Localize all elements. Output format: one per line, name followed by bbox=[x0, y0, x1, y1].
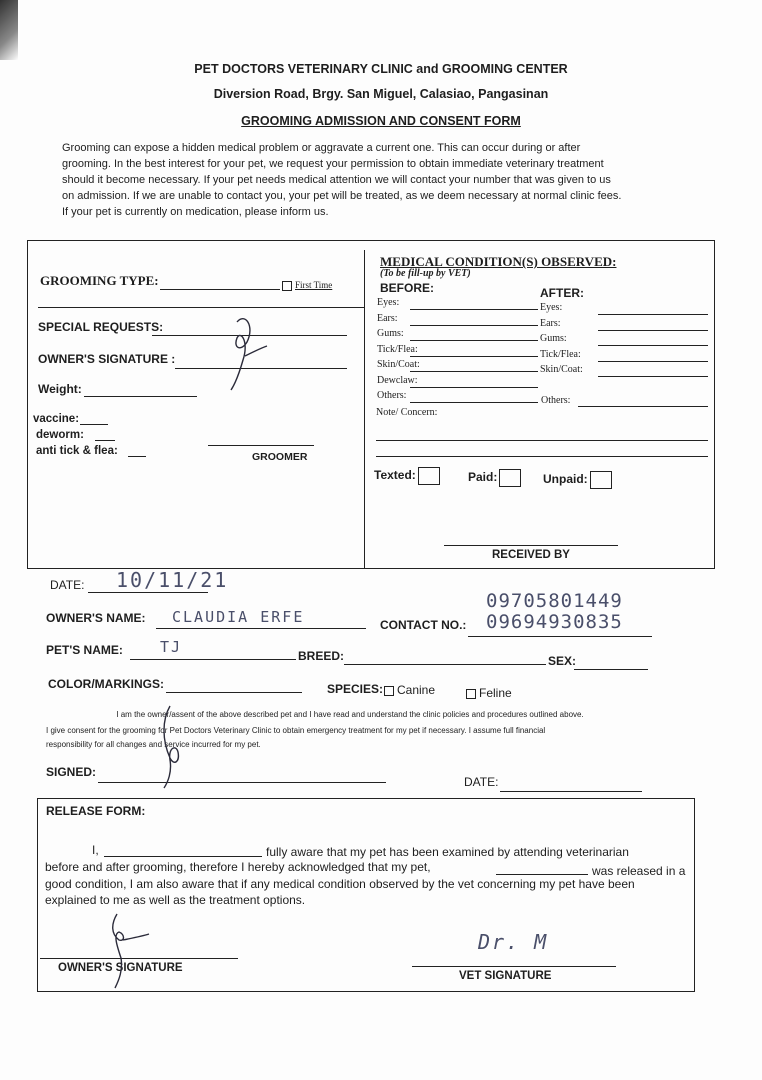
clinic-name: PET DOCTORS VETERINARY CLINIC and GROOMING CENTER bbox=[194, 62, 568, 76]
intro-line: on admission. If we are unable to contact you, your pet will be treated, as we deem necessary at normal clinic fees. bbox=[62, 190, 622, 202]
owner-signature-scribble bbox=[215, 312, 275, 392]
signed-field[interactable] bbox=[98, 782, 386, 783]
after-heading: AFTER: bbox=[540, 286, 584, 300]
paid-label: Paid: bbox=[468, 470, 498, 485]
contact-label: CONTACT NO.: bbox=[380, 618, 467, 632]
unpaid-label: Unpaid: bbox=[543, 472, 588, 487]
contact-field[interactable] bbox=[468, 636, 652, 637]
breed-label: BREED: bbox=[298, 649, 345, 663]
release-line-2b: was released in a bbox=[592, 864, 686, 878]
before-item-label: Tick/Flea: bbox=[377, 343, 418, 355]
deworm-field[interactable] bbox=[95, 440, 115, 441]
grooming-type-extra-line[interactable] bbox=[38, 307, 364, 308]
consent-signature-scribble bbox=[150, 700, 200, 790]
intro-line: If your pet is currently on medication, please inform us. bbox=[62, 206, 329, 218]
species-feline-option[interactable] bbox=[466, 686, 512, 700]
date-label: DATE: bbox=[50, 578, 85, 592]
groomer-label: GROOMER bbox=[252, 451, 308, 463]
before-item-label: Eyes: bbox=[377, 297, 400, 308]
after-item-label: Eyes: bbox=[540, 302, 563, 313]
clinic-address: Diversion Road, Brgy. San Miguel, Calasiao, Pangasinan bbox=[213, 87, 549, 101]
canine-checkbox[interactable] bbox=[384, 686, 394, 696]
note-line-1[interactable] bbox=[376, 440, 708, 441]
intro-line: should it become necessary. If your pet needs medical attention we will contact your number that was given to us bbox=[62, 174, 611, 186]
column-divider bbox=[364, 250, 365, 568]
contact-value-2: 09694930835 bbox=[486, 611, 623, 633]
vaccine-label: vaccine: bbox=[33, 413, 80, 425]
note-label: Note/ Concern: bbox=[376, 407, 438, 418]
paid-checkbox[interactable] bbox=[499, 469, 521, 487]
pet-name-field[interactable] bbox=[130, 659, 296, 660]
before-item-field[interactable] bbox=[410, 371, 538, 372]
breed-field[interactable] bbox=[344, 664, 546, 665]
before-heading: BEFORE: bbox=[380, 281, 434, 295]
groomer-signature-line[interactable] bbox=[208, 445, 314, 446]
anti-tick-field[interactable] bbox=[128, 456, 146, 457]
anti-tick-label: anti tick & flea: bbox=[36, 445, 118, 457]
before-item-label: Gums: bbox=[377, 328, 404, 339]
first-time-label: First Time bbox=[295, 280, 333, 290]
before-item-label: Skin/Coat: bbox=[377, 359, 420, 370]
intro-paragraph bbox=[62, 140, 672, 220]
vet-signature-line[interactable] bbox=[412, 966, 616, 967]
first-time-checkbox[interactable] bbox=[282, 281, 292, 291]
after-item-label: Tick/Flea: bbox=[540, 348, 581, 360]
pet-name-label: PET'S NAME: bbox=[46, 643, 123, 657]
after-others-field[interactable] bbox=[578, 406, 708, 407]
before-item-label: Dewclaw: bbox=[377, 374, 418, 386]
texted-label: Texted: bbox=[374, 468, 416, 483]
date-field[interactable] bbox=[88, 592, 208, 593]
release-line-1: fully aware that my pet has been examined by attending veterinarian bbox=[266, 845, 629, 859]
vaccine-field[interactable] bbox=[80, 424, 108, 425]
owner-name-field[interactable] bbox=[156, 628, 366, 629]
before-item-field[interactable] bbox=[410, 387, 538, 388]
owner-signature-label: OWNER'S SIGNATURE bbox=[58, 962, 183, 974]
release-line-4: explained to me as well as the treatment options. bbox=[45, 893, 306, 907]
release-i: I, bbox=[92, 843, 99, 857]
medical-subtitle: (To be fill-up by VET) bbox=[380, 268, 471, 279]
consent-line-2: I give consent for the grooming for Pet Doctors Veterinary Clinic to obtain emergency treatment for my pet if necessary. I assume full financial bbox=[46, 726, 546, 735]
signed-label: SIGNED: bbox=[46, 765, 97, 779]
paid-option[interactable] bbox=[468, 469, 521, 487]
pet-name-value: TJ bbox=[160, 638, 183, 656]
unpaid-checkbox[interactable] bbox=[590, 471, 612, 489]
after-item-label: Ears: bbox=[540, 317, 561, 329]
color-markings-field[interactable] bbox=[166, 692, 302, 693]
release-title: RELEASE FORM: bbox=[46, 804, 146, 818]
weight-label: Weight: bbox=[38, 382, 82, 396]
grooming-type-field[interactable] bbox=[160, 289, 280, 290]
owner-name-value: CLAUDIA ERFE bbox=[172, 608, 305, 626]
after-item-field[interactable] bbox=[598, 376, 708, 377]
received-by-line[interactable] bbox=[444, 545, 618, 546]
release-pet-field[interactable] bbox=[496, 874, 588, 875]
grooming-type-label: GROOMING TYPE: bbox=[40, 273, 159, 288]
signed-date-label: DATE: bbox=[464, 775, 499, 789]
owner-name-label: OWNER'S NAME: bbox=[46, 611, 146, 625]
contact-value-1: 09705801449 bbox=[486, 590, 623, 612]
before-item-field[interactable] bbox=[410, 309, 538, 310]
before-item-field[interactable] bbox=[410, 340, 538, 341]
after-item-label: Gums: bbox=[540, 333, 567, 344]
feline-checkbox[interactable] bbox=[466, 689, 476, 699]
species-label: SPECIES: bbox=[327, 682, 384, 696]
consent-line-3: responsibility for all changes and service incurred for my pet. bbox=[46, 740, 261, 749]
consent-line-1: I am the owner/assent of the above described pet and I have read and understand the clinic policies and procedures outlined above. bbox=[116, 710, 584, 719]
species-canine-option[interactable] bbox=[384, 683, 435, 697]
canine-label: Canine bbox=[397, 683, 436, 697]
feline-label: Feline bbox=[479, 686, 512, 700]
sex-field[interactable] bbox=[574, 669, 648, 670]
release-line-3: good condition, I am also aware that if any medical condition observed by the vet concerning my pet have been bbox=[45, 877, 635, 891]
unpaid-option[interactable] bbox=[543, 471, 612, 489]
after-item-field[interactable] bbox=[598, 330, 708, 331]
texted-option[interactable] bbox=[374, 467, 440, 485]
before-item-field[interactable] bbox=[410, 402, 538, 403]
form-title: GROOMING ADMISSION AND CONSENT FORM bbox=[241, 114, 521, 128]
vet-initials: Dr. M bbox=[478, 930, 549, 954]
release-name-field[interactable] bbox=[104, 856, 262, 857]
release-line-2a: before and after grooming, therefore I hereby acknowledged that my pet, bbox=[45, 860, 431, 874]
after-others-label: Others: bbox=[541, 395, 571, 406]
before-item-field[interactable] bbox=[410, 356, 538, 357]
sex-label: SEX: bbox=[548, 654, 577, 668]
note-line-2[interactable] bbox=[376, 456, 708, 457]
before-item-label: Others: bbox=[377, 390, 407, 401]
date-value: 10/11/21 bbox=[116, 568, 229, 592]
vet-signature-label: VET SIGNATURE bbox=[459, 970, 552, 982]
signed-date-field[interactable] bbox=[500, 791, 642, 792]
release-owner-signature-scribble bbox=[105, 910, 155, 990]
after-item-field[interactable] bbox=[598, 314, 708, 315]
weight-field[interactable] bbox=[84, 396, 197, 397]
scan-edge-shadow bbox=[0, 0, 18, 60]
before-item-field[interactable] bbox=[410, 325, 538, 326]
medical-title: MEDICAL CONDITION(S) OBSERVED: bbox=[380, 254, 617, 269]
after-item-field[interactable] bbox=[598, 345, 708, 346]
deworm-label: deworm: bbox=[36, 429, 84, 441]
texted-checkbox[interactable] bbox=[418, 467, 440, 485]
special-requests-label: SPECIAL REQUESTS: bbox=[38, 320, 164, 334]
intro-line: grooming. In the best interest for your pet, we request your permission to obtain immediate veterinary treatment bbox=[62, 158, 604, 170]
first-time-option[interactable] bbox=[282, 280, 332, 291]
color-markings-label: COLOR/MARKINGS: bbox=[48, 677, 164, 691]
admission-box bbox=[27, 240, 715, 569]
received-by-label: RECEIVED BY bbox=[492, 549, 570, 561]
owners-signature-label: OWNER'S SIGNATURE : bbox=[38, 352, 176, 366]
after-item-field[interactable] bbox=[598, 361, 708, 362]
before-item-label: Ears: bbox=[377, 312, 398, 324]
intro-line: Grooming can expose a hidden medical problem or aggravate a current one. This can occur during or after bbox=[62, 142, 581, 154]
after-item-label: Skin/Coat: bbox=[540, 364, 583, 375]
